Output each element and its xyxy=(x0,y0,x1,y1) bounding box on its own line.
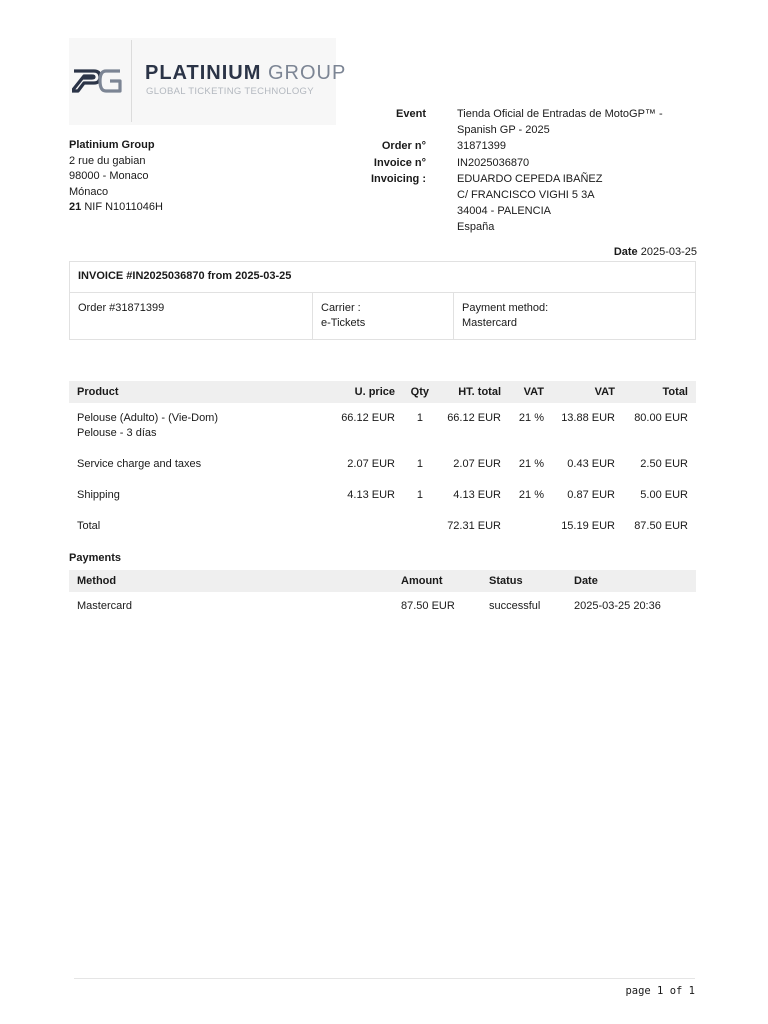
invoicing-name: EDUARDO CEPEDA IBAÑEZ xyxy=(457,172,603,185)
vat-amount: 0.43 EUR xyxy=(567,458,615,470)
products-table-header xyxy=(69,381,696,403)
table-row xyxy=(69,599,696,615)
payment-method-label: Payment method: xyxy=(462,302,549,314)
product-name: Pelouse (Adulto) - (Vie-Dom) xyxy=(77,412,219,424)
unit-price: 2.07 EUR xyxy=(347,458,395,470)
table-total-row xyxy=(69,519,696,535)
table-row xyxy=(69,457,696,473)
unit-price: 66.12 EUR xyxy=(341,412,395,424)
invoicing-label: Invoicing : xyxy=(371,172,426,185)
page-number: page 1 of 1 xyxy=(625,985,695,997)
payment-method-value: Mastercard xyxy=(462,317,518,329)
vat-rate: 21 % xyxy=(518,489,544,501)
invoice-payment-cell xyxy=(454,293,695,339)
company-city: 98000 - Monaco xyxy=(69,170,149,182)
event-label: Event xyxy=(396,108,426,120)
info-values xyxy=(457,106,697,236)
vat-amount: 13.88 EUR xyxy=(561,412,615,424)
company-name: Platinium Group xyxy=(69,139,155,151)
ht-total: 66.12 EUR xyxy=(447,412,501,424)
order-label: Order n° xyxy=(381,140,426,153)
unit-price: 4.13 EUR xyxy=(347,489,395,501)
qty: 1 xyxy=(416,458,423,470)
product-name: Service charge and taxes xyxy=(77,458,202,470)
invoice-carrier-cell xyxy=(313,293,454,339)
row-total: 80.00 EUR xyxy=(634,412,688,424)
col-status: Status xyxy=(489,575,523,587)
payments-table-header xyxy=(69,570,696,592)
col-vat-rate: VAT xyxy=(523,386,544,398)
vat-rate: 21 % xyxy=(518,412,544,424)
payment-status: successful xyxy=(489,600,541,612)
carrier-label: Carrier : xyxy=(321,302,361,314)
product-sub: Pelouse - 3 días xyxy=(77,427,157,439)
total-ht: 72.31 EUR xyxy=(447,520,501,532)
invoice-order-cell xyxy=(70,293,313,339)
ht-total: 4.13 EUR xyxy=(453,489,501,501)
pg-logo-icon xyxy=(72,68,124,94)
company-nif: 21 NIF N1011046H xyxy=(69,201,163,213)
row-total: 5.00 EUR xyxy=(640,489,688,501)
product-name: Shipping xyxy=(77,489,120,501)
ht-total: 2.07 EUR xyxy=(453,458,501,470)
invoicing-street: C/ FRANCISCO VIGHI 5 3A xyxy=(457,189,595,202)
col-amount: Amount xyxy=(401,575,443,587)
logo-divider xyxy=(131,40,132,122)
logo-wordmark: PLATINIUM GROUP xyxy=(145,62,347,84)
invoicing-country: España xyxy=(457,221,495,234)
payment-amount: 87.50 EUR xyxy=(401,600,455,612)
col-date: Date xyxy=(574,575,598,587)
table-row xyxy=(69,488,696,504)
col-method: Method xyxy=(77,575,117,587)
col-vat-amount: VAT xyxy=(594,386,615,398)
qty: 1 xyxy=(416,489,423,501)
table-row xyxy=(69,411,696,443)
qty: 1 xyxy=(416,412,423,424)
col-qty: Qty xyxy=(410,386,429,398)
invoicing-city: 34004 - PALENCIA xyxy=(457,205,551,218)
event-value-line1: Tienda Oficial de Entradas de MotoGP™ - xyxy=(457,108,663,120)
invoice-title: INVOICE #IN2025036870 from 2025-03-25 xyxy=(70,262,695,293)
invoice-date: Date 2025-03-25 xyxy=(613,246,697,258)
total-label: Total xyxy=(77,520,101,532)
payments-title: Payments xyxy=(69,552,121,564)
event-value-line2: Spanish GP - 2025 xyxy=(457,124,550,137)
invoice-value: IN2025036870 xyxy=(457,156,530,169)
company-country: Mónaco xyxy=(69,185,109,198)
col-unit-price: U. price xyxy=(354,386,395,398)
info-labels xyxy=(300,106,426,187)
company-street: 2 rue du gabian xyxy=(69,154,146,167)
invoice-summary-box xyxy=(69,261,696,340)
col-product: Product xyxy=(77,386,119,398)
footer-divider xyxy=(74,978,695,979)
col-total: Total xyxy=(662,386,688,398)
vat-amount: 0.87 EUR xyxy=(567,489,615,501)
order-value: 31871399 xyxy=(457,140,506,153)
payment-method: Mastercard xyxy=(77,600,133,612)
row-total: 2.50 EUR xyxy=(640,458,688,470)
carrier-value: e-Tickets xyxy=(321,317,366,329)
company-address xyxy=(69,138,163,216)
invoice-label: Invoice n° xyxy=(373,156,426,169)
grand-total: 87.50 EUR xyxy=(634,520,688,532)
vat-rate: 21 % xyxy=(518,458,544,470)
total-vat: 15.19 EUR xyxy=(561,520,615,532)
logo-tagline: GLOBAL TICKETING TECHNOLOGY xyxy=(146,86,314,97)
col-ht-total: HT. total xyxy=(458,386,501,398)
invoice-order: Order #31871399 xyxy=(78,302,165,314)
payment-date: 2025-03-25 20:36 xyxy=(574,600,661,612)
